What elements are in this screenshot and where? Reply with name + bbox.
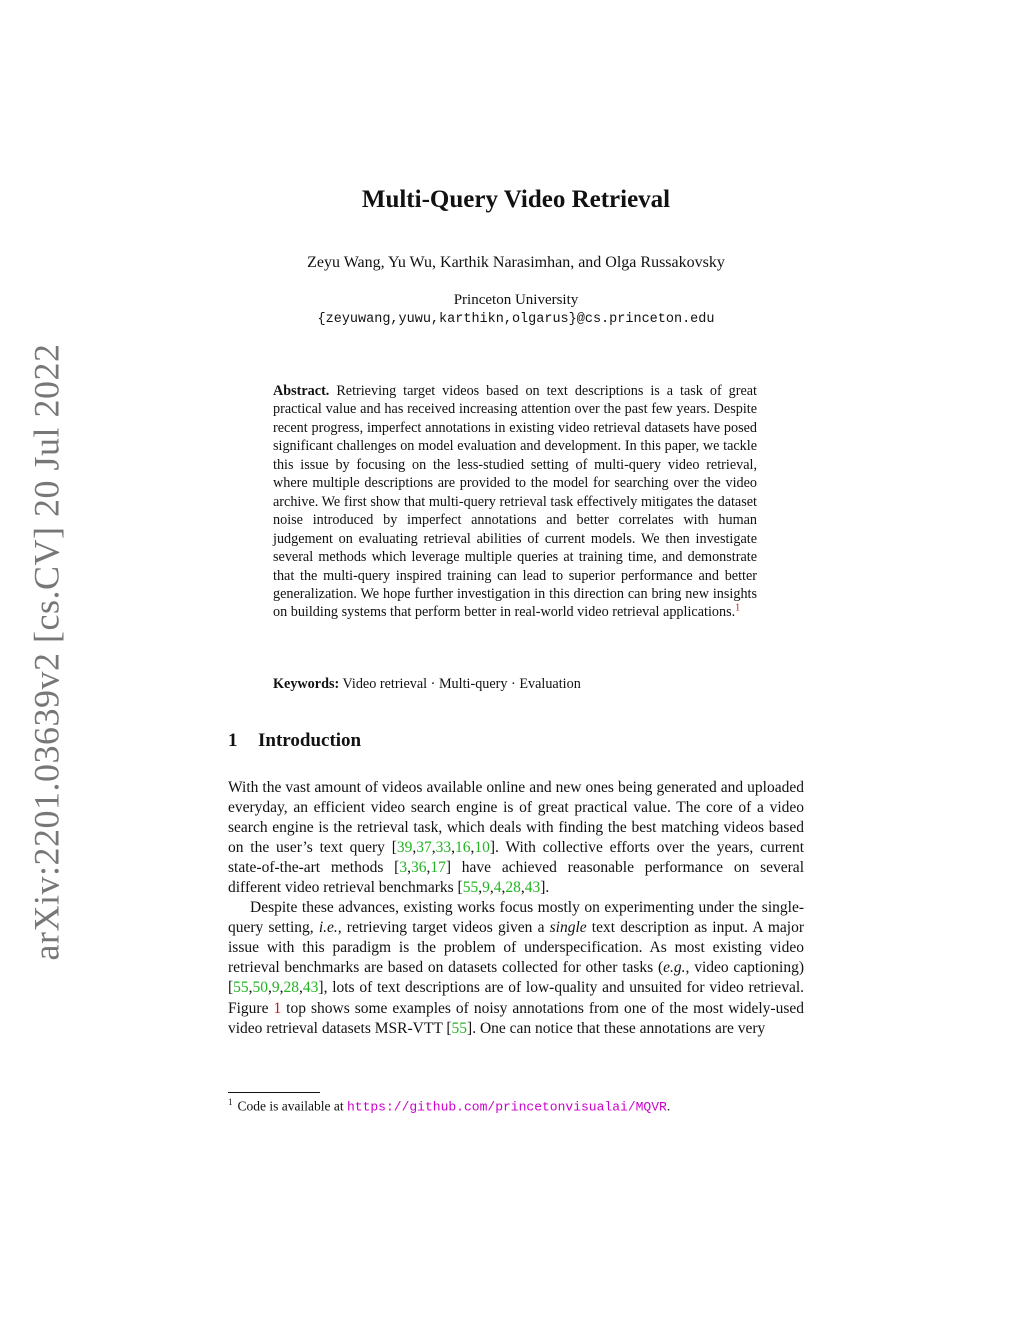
- citation-link[interactable]: 10: [474, 839, 490, 857]
- italic-run: e.g.,: [663, 959, 690, 977]
- citation-link[interactable]: 3: [399, 859, 408, 877]
- citation-link[interactable]: 9: [482, 879, 490, 897]
- citation-link[interactable]: 37: [416, 839, 432, 857]
- intro-paragraph-1: With the vast amount of videos available online and new ones being generated and uploaded everyday, an efficient video search engine is of great practical value. The core of a video search engine is the retrieval task, which deals with finding the best matching videos based on the user’s text query [39,37,33,16,10]. With collective efforts over the years, current state-of-the-art methods [3,36,17] have achieved reasonable performance on several different video retrieval benchmarks [55,9,4,28,43].: [228, 779, 804, 897]
- text-run: retrieving target videos given a: [341, 919, 550, 937]
- text-run: top shows some examples of noisy annotations from one of the most widely-used video retrieval datasets MSR-VTT [: [228, 999, 804, 1037]
- paper-title: Multi-Query Video Retrieval: [361, 186, 671, 213]
- citation-link[interactable]: 28: [505, 879, 521, 897]
- introduction-body: [228, 778, 804, 1039]
- abstract-text: Retrieving target videos based on text descriptions is a task of great practical value and has received increasing attention over the past few years. Despite recent progress, imperfect annotations in existing video retrieval datasets have posed significant challenges on model evaluation and development. In this paper, we tackle this issue by focusing on the less-studied setting of multi-query video retrieval, where multiple descriptions are provided to the model for searching over the video archive. We first show that multi-query retrieval task effectively mitigates the dataset noise introduced by imperfect annotations and better correlates with human judgement on evaluating retrieval abilities of current models. We then investigate several methods which leverage multiple queries at training time, and demonstrate that the multi-query inspired training can lead to superior performance and better generalization. We hope further investigation in this direction can bring new insights on building systems that perform better in real-world video retrieval applications.: [273, 383, 757, 621]
- text-run: ]. With collective efforts over the years, current state-of-the-art methods [: [228, 839, 804, 877]
- citation-link[interactable]: 17: [430, 859, 446, 877]
- citation-link[interactable]: 36: [410, 859, 427, 877]
- section-number: 1: [228, 730, 238, 751]
- citation-link[interactable]: 55: [451, 1019, 468, 1037]
- text-run: video captioning) [: [228, 959, 804, 997]
- section-title: Introduction: [258, 730, 362, 751]
- citation-link[interactable]: 55: [233, 979, 249, 997]
- figure-reference-link[interactable]: 1: [273, 999, 282, 1017]
- author-emails: {zeyuwang,yuwu,karthikn,olgarus}@cs.princeton.edu: [317, 312, 715, 327]
- citation-link[interactable]: 9: [271, 979, 280, 997]
- section-heading-introduction: [228, 730, 361, 752]
- affiliation-block: [228, 290, 804, 330]
- footnote: [228, 1097, 670, 1115]
- code-url-link[interactable]: https://github.com/princetonvisualai/MQVR: [346, 1099, 667, 1115]
- abstract: [273, 382, 757, 622]
- citation-link[interactable]: 55: [462, 879, 479, 897]
- keywords: [273, 676, 757, 693]
- citation-link[interactable]: 50: [252, 979, 269, 997]
- citation-link[interactable]: 16: [455, 839, 471, 857]
- citation-link[interactable]: 43: [302, 979, 319, 997]
- footnote-number: 1: [228, 1097, 233, 1107]
- footnote-text: Code is available at: [237, 1098, 347, 1114]
- citation-link[interactable]: 4: [493, 879, 502, 897]
- keywords-text: Video retrieval · Multi-query · Evaluation: [342, 676, 581, 692]
- abstract-label: Abstract.: [273, 383, 330, 399]
- footnote-divider: [228, 1092, 320, 1093]
- arxiv-sidebar: [18, 343, 74, 961]
- citation-link[interactable]: 39: [396, 839, 413, 857]
- affiliation: Princeton University: [453, 292, 579, 308]
- citation-link[interactable]: 43: [524, 879, 541, 897]
- text-run: ], lots of text descriptions are of low-quality and unsuited for video retrieval. Figure: [228, 979, 804, 1017]
- footnote-end: .: [666, 1098, 671, 1114]
- italic-run: single: [549, 919, 587, 937]
- text-run: With the vast amount of videos available online and new ones being generated and uploaded everyday, an efficient video search engine is of great practical value. The core of a video search engine is the retrieval task, which deals with finding the best matching videos based on the user’s text query [: [228, 779, 804, 857]
- text-run: text description as input. A major issue with this paradigm is the problem of underspecification. As most existing video retrieval benchmarks are based on datasets collected for other tasks (: [228, 919, 804, 977]
- intro-paragraph-2: Despite these advances, existing works focus mostly on experimenting under the single-query setting, i.e., retrieving target videos given a single text description as input. A major issue with this paradigm is the problem of underspecification. As most existing video retrieval benchmarks are based on datasets collected for other tasks (e.g., video captioning) [55,50,9,28,43], lots of text descriptions are of low-quality and unsuited for video retrieval. Figure 1 top shows some examples of noisy annotations from one of the most widely-used video retrieval datasets MSR-VTT [55]. One can notice that these annotations are very: [228, 899, 804, 1037]
- citation-link[interactable]: 33: [435, 839, 452, 857]
- citation-link[interactable]: 28: [283, 979, 300, 997]
- footnote-mark[interactable]: 1: [735, 602, 741, 614]
- italic-run: i.e.,: [318, 919, 342, 937]
- text-run: ].: [540, 879, 550, 897]
- text-run: ] have achieved reasonable performance on several different video retrieval benchmarks [: [228, 859, 804, 897]
- text-run: ]. One can notice that these annotations are very: [467, 1019, 766, 1037]
- keywords-label: Keywords:: [273, 676, 340, 692]
- arxiv-identifier: arXiv:2201.03639v2 [cs.CV] 20 Jul 2022: [26, 343, 66, 961]
- text-run: Despite these advances, existing works focus mostly on experimenting under the single-query setting,: [228, 899, 804, 937]
- author-list: Zeyu Wang, Yu Wu, Karthik Narasimhan, and Olga Russakovsky: [307, 254, 725, 271]
